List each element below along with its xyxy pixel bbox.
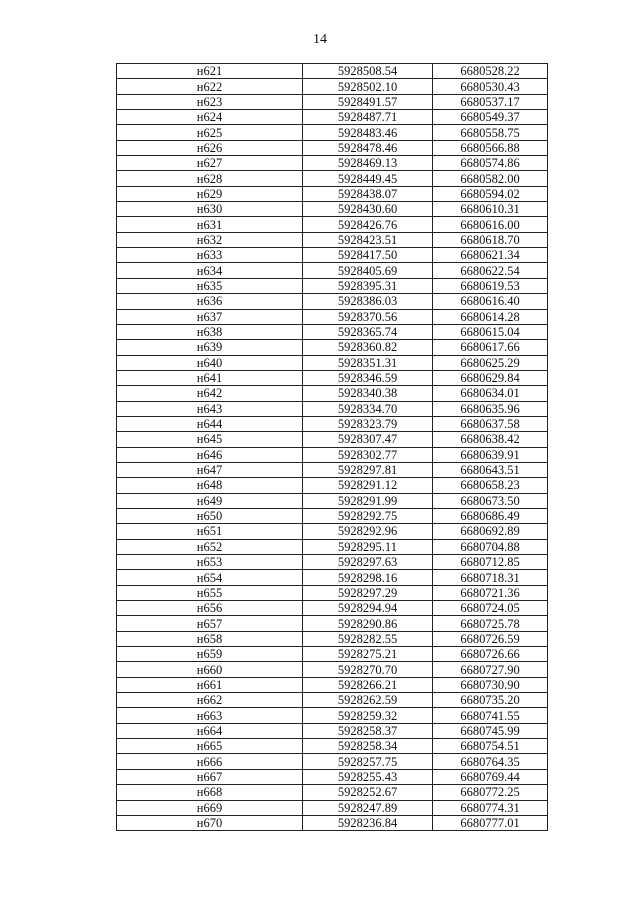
point-id-cell: н644 — [117, 416, 303, 431]
point-id-cell: н649 — [117, 493, 303, 508]
table-row — [117, 309, 548, 324]
y-coordinate-cell: 6680724.05 — [433, 601, 548, 616]
table-row — [117, 662, 548, 677]
point-id-cell: н653 — [117, 555, 303, 570]
x-coordinate-cell: 5928423.51 — [303, 232, 433, 247]
table-row — [117, 769, 548, 784]
point-id-cell: н640 — [117, 355, 303, 370]
point-id-cell: н663 — [117, 708, 303, 723]
x-coordinate-cell: 5928365.74 — [303, 324, 433, 339]
table-row — [117, 232, 548, 247]
y-coordinate-cell: 6680549.37 — [433, 110, 548, 125]
point-id-cell: н641 — [117, 370, 303, 385]
y-coordinate-cell: 6680692.89 — [433, 524, 548, 539]
x-coordinate-cell: 5928502.10 — [303, 79, 433, 94]
y-coordinate-cell: 6680566.88 — [433, 140, 548, 155]
coordinates-table-body — [117, 64, 548, 831]
y-coordinate-cell: 6680774.31 — [433, 800, 548, 815]
y-coordinate-cell: 6680634.01 — [433, 386, 548, 401]
table-row — [117, 156, 548, 171]
x-coordinate-cell: 5928483.46 — [303, 125, 433, 140]
x-coordinate-cell: 5928275.21 — [303, 647, 433, 662]
y-coordinate-cell: 6680764.35 — [433, 754, 548, 769]
y-coordinate-cell: 6680686.49 — [433, 508, 548, 523]
x-coordinate-cell: 5928491.57 — [303, 94, 433, 109]
y-coordinate-cell: 6680594.02 — [433, 186, 548, 201]
table-row — [117, 110, 548, 125]
y-coordinate-cell: 6680772.25 — [433, 785, 548, 800]
table-row — [117, 217, 548, 232]
table-row — [117, 585, 548, 600]
point-id-cell: н655 — [117, 585, 303, 600]
y-coordinate-cell: 6680635.96 — [433, 401, 548, 416]
y-coordinate-cell: 6680769.44 — [433, 769, 548, 784]
point-id-cell: н624 — [117, 110, 303, 125]
y-coordinate-cell: 6680741.55 — [433, 708, 548, 723]
table-row — [117, 125, 548, 140]
x-coordinate-cell: 5928292.75 — [303, 508, 433, 523]
y-coordinate-cell: 6680625.29 — [433, 355, 548, 370]
table-row — [117, 478, 548, 493]
x-coordinate-cell: 5928297.81 — [303, 462, 433, 477]
x-coordinate-cell: 5928297.29 — [303, 585, 433, 600]
x-coordinate-cell: 5928508.54 — [303, 64, 433, 79]
y-coordinate-cell: 6680704.88 — [433, 539, 548, 554]
x-coordinate-cell: 5928307.47 — [303, 432, 433, 447]
x-coordinate-cell: 5928426.76 — [303, 217, 433, 232]
table-row — [117, 324, 548, 339]
y-coordinate-cell: 6680528.22 — [433, 64, 548, 79]
y-coordinate-cell: 6680610.31 — [433, 202, 548, 217]
point-id-cell: н654 — [117, 570, 303, 585]
x-coordinate-cell: 5928257.75 — [303, 754, 433, 769]
x-coordinate-cell: 5928291.12 — [303, 478, 433, 493]
point-id-cell: н662 — [117, 693, 303, 708]
y-coordinate-cell: 6680618.70 — [433, 232, 548, 247]
x-coordinate-cell: 5928469.13 — [303, 156, 433, 171]
x-coordinate-cell: 5928255.43 — [303, 769, 433, 784]
x-coordinate-cell: 5928252.67 — [303, 785, 433, 800]
y-coordinate-cell: 6680637.58 — [433, 416, 548, 431]
point-id-cell: н661 — [117, 677, 303, 692]
point-id-cell: н634 — [117, 263, 303, 278]
point-id-cell: н622 — [117, 79, 303, 94]
table-row — [117, 539, 548, 554]
table-row — [117, 631, 548, 646]
y-coordinate-cell: 6680638.42 — [433, 432, 548, 447]
table-row — [117, 677, 548, 692]
x-coordinate-cell: 5928259.32 — [303, 708, 433, 723]
x-coordinate-cell: 5928297.63 — [303, 555, 433, 570]
y-coordinate-cell: 6680616.40 — [433, 294, 548, 309]
table-row — [117, 278, 548, 293]
table-row — [117, 555, 548, 570]
x-coordinate-cell: 5928487.71 — [303, 110, 433, 125]
x-coordinate-cell: 5928270.70 — [303, 662, 433, 677]
table-row — [117, 570, 548, 585]
y-coordinate-cell: 6680643.51 — [433, 462, 548, 477]
point-id-cell: н658 — [117, 631, 303, 646]
table-row — [117, 601, 548, 616]
x-coordinate-cell: 5928266.21 — [303, 677, 433, 692]
x-coordinate-cell: 5928262.59 — [303, 693, 433, 708]
table-row — [117, 79, 548, 94]
table-row — [117, 616, 548, 631]
table-row — [117, 493, 548, 508]
table-row — [117, 524, 548, 539]
point-id-cell: н650 — [117, 508, 303, 523]
x-coordinate-cell: 5928258.37 — [303, 723, 433, 738]
point-id-cell: н629 — [117, 186, 303, 201]
point-id-cell: н635 — [117, 278, 303, 293]
point-id-cell: н668 — [117, 785, 303, 800]
point-id-cell: н659 — [117, 647, 303, 662]
table-row — [117, 754, 548, 769]
point-id-cell: н637 — [117, 309, 303, 324]
y-coordinate-cell: 6680619.53 — [433, 278, 548, 293]
point-id-cell: н643 — [117, 401, 303, 416]
point-id-cell: н631 — [117, 217, 303, 232]
y-coordinate-cell: 6680727.90 — [433, 662, 548, 677]
x-coordinate-cell: 5928395.31 — [303, 278, 433, 293]
table-row — [117, 64, 548, 79]
x-coordinate-cell: 5928386.03 — [303, 294, 433, 309]
x-coordinate-cell: 5928478.46 — [303, 140, 433, 155]
table-row — [117, 432, 548, 447]
table-row — [117, 140, 548, 155]
table-row — [117, 785, 548, 800]
y-coordinate-cell: 6680658.23 — [433, 478, 548, 493]
coordinates-table — [116, 63, 548, 831]
table-row — [117, 723, 548, 738]
table-row — [117, 447, 548, 462]
table-row — [117, 508, 548, 523]
point-id-cell: н669 — [117, 800, 303, 815]
point-id-cell: н621 — [117, 64, 303, 79]
point-id-cell: н666 — [117, 754, 303, 769]
y-coordinate-cell: 6680614.28 — [433, 309, 548, 324]
x-coordinate-cell: 5928405.69 — [303, 263, 433, 278]
y-coordinate-cell: 6680621.34 — [433, 248, 548, 263]
point-id-cell: н627 — [117, 156, 303, 171]
page-number: 14 — [313, 32, 327, 47]
table-row — [117, 800, 548, 815]
y-coordinate-cell: 6680726.66 — [433, 647, 548, 662]
point-id-cell: н656 — [117, 601, 303, 616]
y-coordinate-cell: 6680622.54 — [433, 263, 548, 278]
point-id-cell: н670 — [117, 815, 303, 830]
y-coordinate-cell: 6680558.75 — [433, 125, 548, 140]
x-coordinate-cell: 5928282.55 — [303, 631, 433, 646]
y-coordinate-cell: 6680777.01 — [433, 815, 548, 830]
x-coordinate-cell: 5928449.45 — [303, 171, 433, 186]
x-coordinate-cell: 5928334.70 — [303, 401, 433, 416]
y-coordinate-cell: 6680730.90 — [433, 677, 548, 692]
y-coordinate-cell: 6680537.17 — [433, 94, 548, 109]
y-coordinate-cell: 6680617.66 — [433, 340, 548, 355]
x-coordinate-cell: 5928292.96 — [303, 524, 433, 539]
x-coordinate-cell: 5928340.38 — [303, 386, 433, 401]
point-id-cell: н625 — [117, 125, 303, 140]
x-coordinate-cell: 5928290.86 — [303, 616, 433, 631]
x-coordinate-cell: 5928417.50 — [303, 248, 433, 263]
point-id-cell: н652 — [117, 539, 303, 554]
table-row — [117, 708, 548, 723]
y-coordinate-cell: 6680639.91 — [433, 447, 548, 462]
table-row — [117, 815, 548, 830]
x-coordinate-cell: 5928247.89 — [303, 800, 433, 815]
x-coordinate-cell: 5928258.34 — [303, 739, 433, 754]
point-id-cell: н665 — [117, 739, 303, 754]
y-coordinate-cell: 6680616.00 — [433, 217, 548, 232]
x-coordinate-cell: 5928370.56 — [303, 309, 433, 324]
table-row — [117, 263, 548, 278]
x-coordinate-cell: 5928295.11 — [303, 539, 433, 554]
y-coordinate-cell: 6680615.04 — [433, 324, 548, 339]
point-id-cell: н647 — [117, 462, 303, 477]
table-row — [117, 647, 548, 662]
x-coordinate-cell: 5928346.59 — [303, 370, 433, 385]
y-coordinate-cell: 6680712.85 — [433, 555, 548, 570]
point-id-cell: н645 — [117, 432, 303, 447]
table-row — [117, 416, 548, 431]
point-id-cell: н646 — [117, 447, 303, 462]
point-id-cell: н638 — [117, 324, 303, 339]
x-coordinate-cell: 5928360.82 — [303, 340, 433, 355]
y-coordinate-cell: 6680718.31 — [433, 570, 548, 585]
table-row — [117, 462, 548, 477]
table-row — [117, 340, 548, 355]
x-coordinate-cell: 5928294.94 — [303, 601, 433, 616]
x-coordinate-cell: 5928351.31 — [303, 355, 433, 370]
point-id-cell: н664 — [117, 723, 303, 738]
table-row — [117, 739, 548, 754]
point-id-cell: н642 — [117, 386, 303, 401]
table-row — [117, 94, 548, 109]
x-coordinate-cell: 5928438.07 — [303, 186, 433, 201]
y-coordinate-cell: 6680574.86 — [433, 156, 548, 171]
y-coordinate-cell: 6680745.99 — [433, 723, 548, 738]
x-coordinate-cell: 5928291.99 — [303, 493, 433, 508]
table-row — [117, 248, 548, 263]
table-row — [117, 401, 548, 416]
point-id-cell: н667 — [117, 769, 303, 784]
x-coordinate-cell: 5928323.79 — [303, 416, 433, 431]
y-coordinate-cell: 6680725.78 — [433, 616, 548, 631]
x-coordinate-cell: 5928236.84 — [303, 815, 433, 830]
y-coordinate-cell: 6680530.43 — [433, 79, 548, 94]
point-id-cell: н651 — [117, 524, 303, 539]
point-id-cell: н633 — [117, 248, 303, 263]
y-coordinate-cell: 6680735.20 — [433, 693, 548, 708]
table-row — [117, 186, 548, 201]
point-id-cell: н628 — [117, 171, 303, 186]
point-id-cell: н623 — [117, 94, 303, 109]
y-coordinate-cell: 6680582.00 — [433, 171, 548, 186]
point-id-cell: н632 — [117, 232, 303, 247]
point-id-cell: н639 — [117, 340, 303, 355]
point-id-cell: н636 — [117, 294, 303, 309]
table-row — [117, 202, 548, 217]
point-id-cell: н660 — [117, 662, 303, 677]
y-coordinate-cell: 6680721.36 — [433, 585, 548, 600]
table-row — [117, 370, 548, 385]
y-coordinate-cell: 6680673.50 — [433, 493, 548, 508]
y-coordinate-cell: 6680726.59 — [433, 631, 548, 646]
table-row — [117, 386, 548, 401]
point-id-cell: н630 — [117, 202, 303, 217]
table-row — [117, 171, 548, 186]
x-coordinate-cell: 5928430.60 — [303, 202, 433, 217]
table-row — [117, 355, 548, 370]
table-row — [117, 294, 548, 309]
point-id-cell: н648 — [117, 478, 303, 493]
table-row — [117, 693, 548, 708]
x-coordinate-cell: 5928298.16 — [303, 570, 433, 585]
y-coordinate-cell: 6680629.84 — [433, 370, 548, 385]
y-coordinate-cell: 6680754.51 — [433, 739, 548, 754]
x-coordinate-cell: 5928302.77 — [303, 447, 433, 462]
point-id-cell: н626 — [117, 140, 303, 155]
point-id-cell: н657 — [117, 616, 303, 631]
